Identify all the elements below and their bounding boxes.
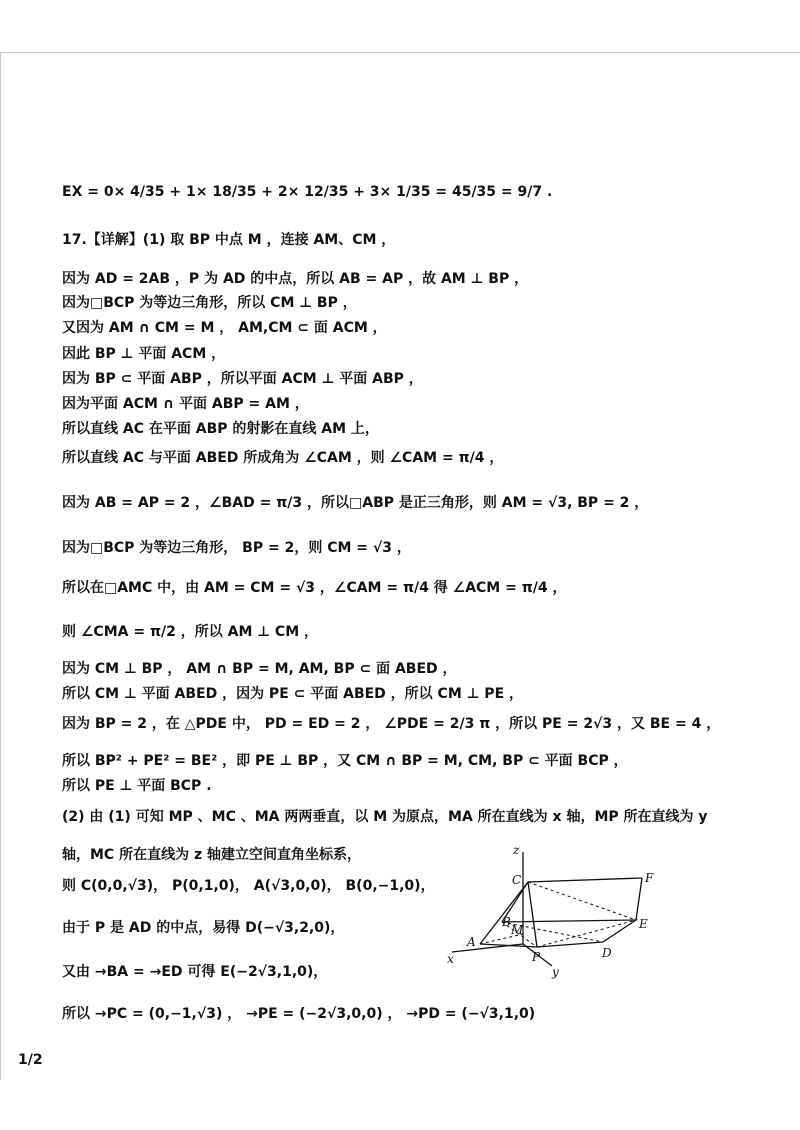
page-left-rule <box>0 52 1 1080</box>
label-x: x <box>447 952 454 966</box>
geometry-figure <box>440 842 670 980</box>
text-line: 因为 CM ⊥ BP ， AM ∩ BP = M, AM, BP ⊂ 面 ABED ， <box>62 661 457 677</box>
label-y: y <box>552 965 559 979</box>
text-line: 所以 →PC = (0,−1,√3) ， →PE = (−2√3,0,0) ， →PD = (−√3,1,0) <box>62 1006 536 1022</box>
label-b: B <box>502 915 511 929</box>
text-line: 由于 P 是 AD 的中点，易得 D(−√3,2,0)， <box>62 920 345 936</box>
page-number: 1/2 <box>18 1052 43 1068</box>
solid-diagram-svg <box>440 842 670 980</box>
text-line: 因为 AD = 2AB ，P 为 AD 的中点，所以 AB = AP ，故 AM ⊥ BP ， <box>62 271 529 287</box>
label-a: A <box>467 935 476 949</box>
label-m: M <box>511 923 524 937</box>
label-e: E <box>639 917 648 931</box>
text-line: 则 ∠CMA = π/2 ，所以 AM ⊥ CM ， <box>62 624 319 640</box>
page-top-rule <box>0 52 800 53</box>
text-line: 所以直线 AC 与平面 ABED 所成角为 ∠CAM ，则 ∠CAM = π/4 ， <box>62 450 504 466</box>
text-line: 因此 BP ⊥ 平面 ACM ， <box>62 346 226 362</box>
text-line: 则 C(0,0,√3)， P(0,1,0)， A(√3,0,0)， B(0,−1,0)， <box>62 878 435 894</box>
label-f: F <box>645 871 654 885</box>
text-line: 因为□BCP 为等边三角形， BP = 2，则 CM = √3 ， <box>62 540 411 556</box>
text-line: 所以在□AMC 中，由 AM = CM = √3 ，∠CAM = π/4 得 ∠ACM = π/4 ， <box>62 580 567 596</box>
text-line: 又因为 AM ∩ CM = M ， AM,CM ⊂ 面 ACM ， <box>62 320 387 336</box>
text-line: 因为 AB = AP = 2 ，∠BAD = π/3 ，所以□ABP 是正三角形，则 AM = √3, BP = 2 ， <box>62 495 649 511</box>
label-p: P <box>532 950 541 964</box>
text-line: 轴，MC 所在直线为 z 轴建立空间直角坐标系， <box>62 847 361 863</box>
text-line: (2) 由 (1) 可知 MP 、MC 、MA 两两垂直，以 M 为原点，MA 所在直线为 x 轴，MP 所在直线为 y <box>62 809 708 825</box>
text-line: 所以 PE ⊥ 平面 BCP . <box>62 778 212 794</box>
text-line: 因为平面 ACM ∩ 平面 ABP = AM ， <box>62 396 309 412</box>
label-d: D <box>602 946 612 960</box>
text-line: 因为□BCP 为等边三角形，所以 CM ⊥ BP ， <box>62 295 357 311</box>
text-line: 又由 →BA = →ED 可得 E(−2√3,1,0)， <box>62 964 328 980</box>
text-line: EX = 0× 4/35 + 1× 18/35 + 2× 12/35 + 3× 1/35 = 45/35 = 9/7 . <box>62 184 553 200</box>
text-line: 因为 BP ⊂ 平面 ABP ，所以平面 ACM ⊥ 平面 ABP ， <box>62 371 423 387</box>
label-z: z <box>513 843 520 857</box>
text-line: 因为 BP = 2 ，在 △PDE 中， PD = ED = 2 ， ∠PDE = 2/3 π ，所以 PE = 2√3 ，又 BE = 4 ， <box>62 716 721 732</box>
text-line: 所以直线 AC 在平面 ABP 的射影在直线 AM 上， <box>62 421 379 437</box>
text-line: 所以 BP² + PE² = BE² ，即 PE ⊥ BP ，又 CM ∩ BP = M, CM, BP ⊂ 平面 BCP ， <box>62 753 628 769</box>
text-line: 17.【详解】(1) 取 BP 中点 M ，连接 AM、CM ， <box>62 232 396 248</box>
label-c: C <box>512 873 522 887</box>
text-line: 所以 CM ⊥ 平面 ABED ，因为 PE ⊂ 平面 ABED ，所以 CM ⊥ PE ， <box>62 686 524 702</box>
